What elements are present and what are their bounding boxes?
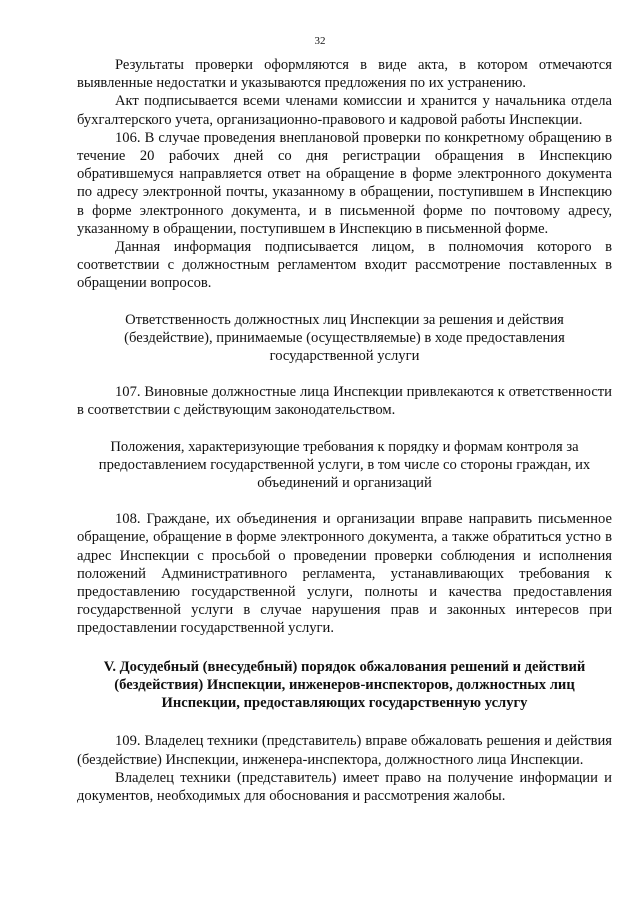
paragraph-owner-rights: Владелец техники (представитель) имеет право на получение информации и документов, необходимых для обоснования и рассмотрения жалобы. bbox=[77, 769, 612, 804]
section-heading-v: V. Досудебный (внесудебный) порядок обжалования решений и действий (бездействия) Инспекции, инженеров-инспекторов, должностных лиц Инспекции, предоставляющих государственную услугу bbox=[103, 658, 586, 712]
paragraph-109: 109. Владелец техники (представитель) вправе обжаловать решения и действия (бездействие) Инспекции, инженера-инспектора, должностного лица Инспекции. bbox=[77, 733, 612, 768]
paragraph-act: Акт подписывается всеми членами комиссии и хранится у начальника отдела бухгалтерского учета, организационно-правового и кадровой работы Инспекции. bbox=[77, 93, 612, 128]
paragraph-results: Результаты проверки оформляются в виде акта, в котором отмечаются выявленные недостатки и указываются предложения по их устранению. bbox=[77, 57, 612, 92]
heading-responsibility: Ответственность должностных лиц Инспекции за решения и действия (бездействие), принимаемые (осуществляемые) в ходе предоставления государственной услуги bbox=[124, 311, 565, 365]
paragraph-106: 106. В случае проведения внеплановой проверки по конкретному обращению в течение 20 рабочих дней со дня регистрации обращения в Инспекцию обратившемуся направляется ответ на обращение в форме электронного документа по адресу электронной почты, указанному в обращении, поступившем в Инспекцию в форме электронного документа, и в письменной форме по почтовому адресу, указанному в обращении, поступившем в Инспекцию в письменной форме. bbox=[77, 129, 612, 237]
paragraph-107: 107. Виновные должностные лица Инспекции привлекаются к ответственности в соответствии с действующим законодательством. bbox=[77, 384, 612, 419]
paragraph-108: 108. Граждане, их объединения и организации вправе направить письменное обращение, обращение в форме электронного документа, а также обратиться устно в адрес Инспекции с просьбой о проведении проверки соблюдения и исполнения положений Административного регламента, устанавливающих требования к предоставлению государственной услуги, полноты и качества предоставления государственной услуги в случае нарушения прав и законных интересов при предоставлении государственной услуги. bbox=[77, 511, 612, 637]
page-content bbox=[77, 56, 612, 805]
heading-control-provisions: Положения, характеризующие требования к порядку и формам контроля за предоставлением государственной услуги, в том числе со стороны граждан, их объединений и организаций bbox=[98, 438, 591, 492]
paragraph-info-signed: Данная информация подписывается лицом, в полномочия которого в соответствии с должностным регламентом входит рассмотрение поставленных в обращении вопросов. bbox=[77, 239, 612, 292]
page-number: 32 bbox=[314, 35, 326, 47]
